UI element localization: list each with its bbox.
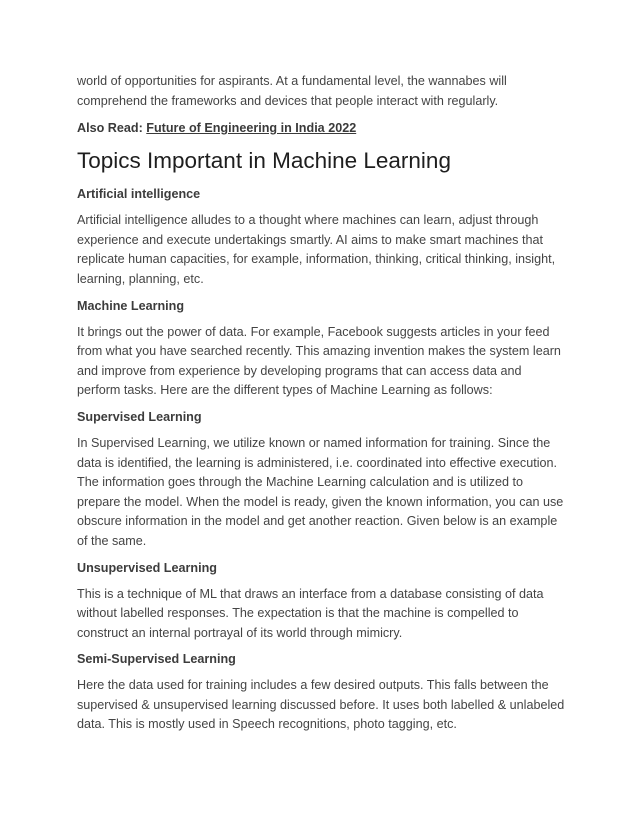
section-title-semi-supervised-learning: Semi-Supervised Learning <box>77 652 236 667</box>
section-body-artificial-intelligence: Artificial intelligence alludes to a thought where machines can learn, adjust through experience and execute undertakings smartly. AI aims to make smart machines that replicate human capacities, for example, information, thinking, critical thinking, insight, learning, planning, etc. <box>77 213 556 286</box>
document-page <box>77 72 567 742</box>
section-title-machine-learning: Machine Learning <box>77 298 185 313</box>
section-body-supervised-learning: In Supervised Learning, we utilize known or named information for training. Since the data is identified, the learning is administered, i.e. coordinated into effective execution. The information goes through the Machine Learning calculation and is utilized to prepare the model. When the model is ready, given the known information, you can use obscure information in the model and get another reaction. Given below is an example of the same. <box>77 435 564 548</box>
section-body-unsupervised-learning: This is a technique of ML that draws an interface from a database consisting of data without labelled responses. The expectation is that the machine is compelled to construct an internal portrayal of its world through mimicry. <box>77 586 544 640</box>
also-read-link[interactable]: Future of Engineering in India 2022 <box>146 121 357 136</box>
intro-paragraph: world of opportunities for aspirants. At a fundamental level, the wannabes will comprehend the frameworks and devices that people interact with regularly. <box>77 74 507 108</box>
section-body-machine-learning: It brings out the power of data. For example, Facebook suggests articles in your feed from what you have searched recently. This amazing invention makes the system learn and improve from experience by developing programs that can access data and perform tasks. Here are the different types of Machine Learning as follows: <box>77 324 561 398</box>
also-read-label: Also Read: <box>77 121 143 136</box>
also-read-line <box>77 119 567 137</box>
page-title: Topics Important in Machine Learning <box>77 148 451 174</box>
section-body-semi-supervised-learning: Here the data used for training includes a few desired outputs. This falls between the supervised & unsupervised learning discussed before. It uses both labelled & unlabeled data. This is mostly used in Speech recognitions, photo tagging, etc. <box>77 678 565 732</box>
section-title-supervised-learning: Supervised Learning <box>77 409 202 424</box>
section-title-unsupervised-learning: Unsupervised Learning <box>77 560 217 575</box>
section-title-artificial-intelligence: Artificial intelligence <box>77 187 201 202</box>
